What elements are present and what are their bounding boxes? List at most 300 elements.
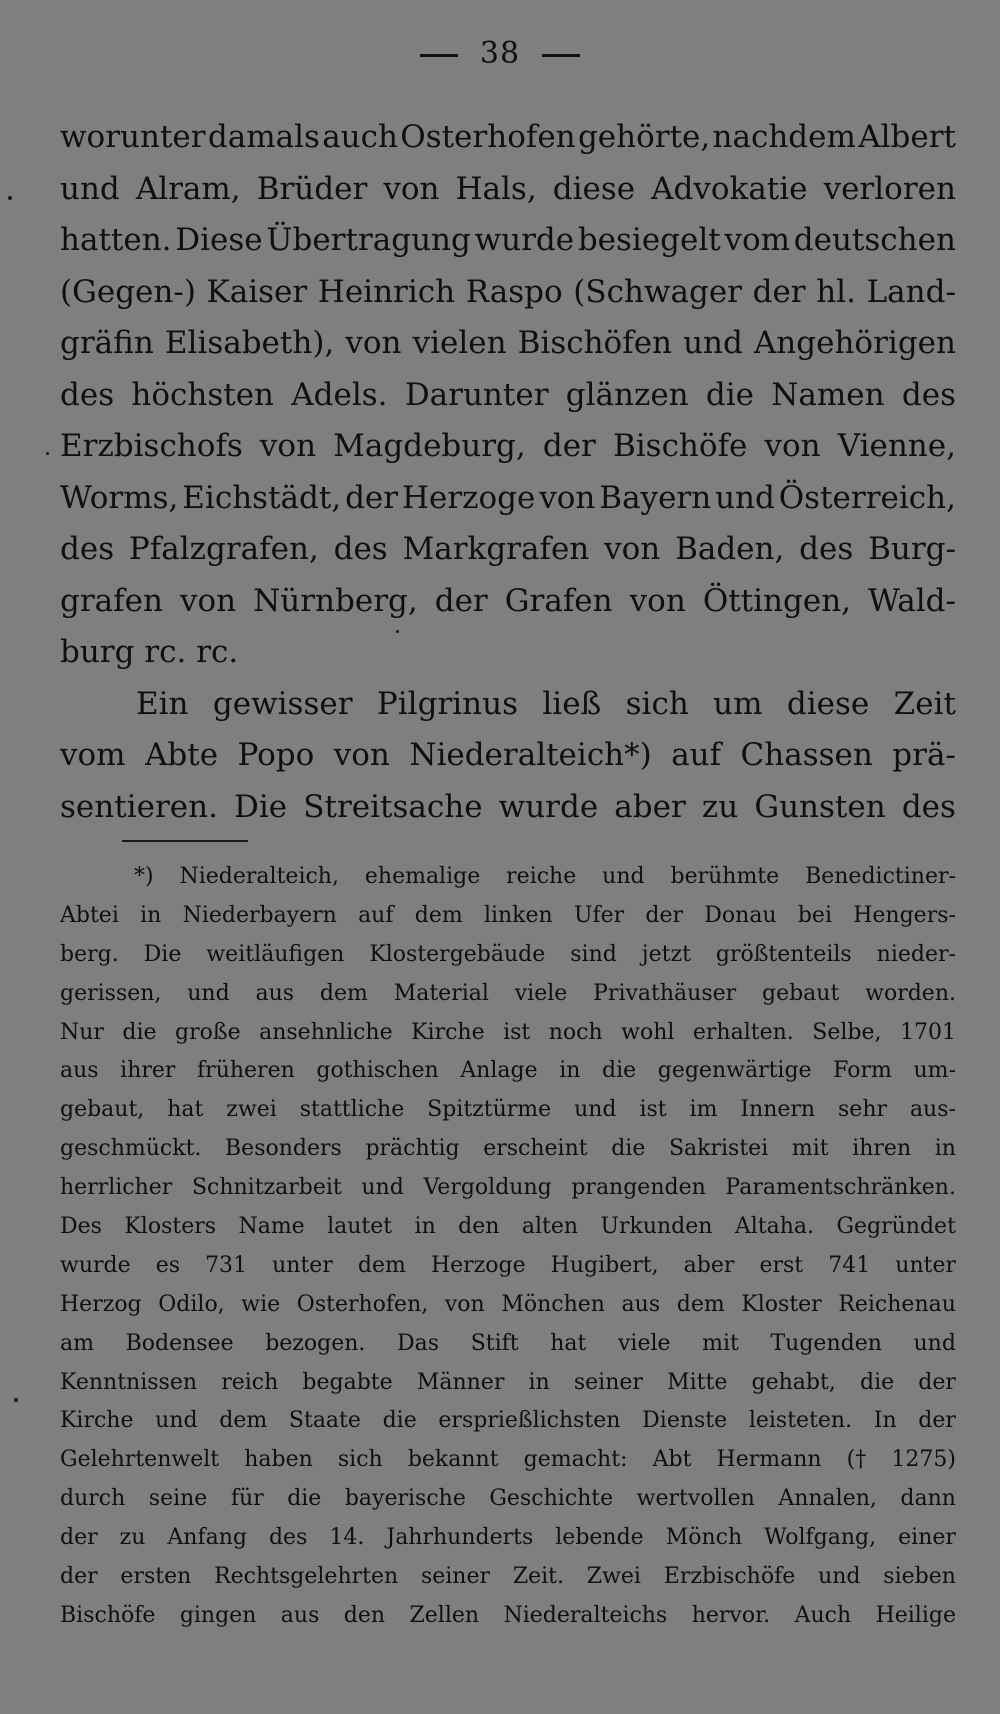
word: Auch bbox=[794, 1602, 852, 1628]
word: wurde bbox=[60, 1252, 131, 1278]
footnote-line bbox=[60, 1441, 956, 1480]
word: vom bbox=[60, 737, 126, 773]
word: und bbox=[602, 864, 645, 889]
word: weitläufigen bbox=[206, 941, 345, 967]
word: auf bbox=[671, 737, 722, 773]
word: für bbox=[230, 1486, 264, 1512]
word: Wolfgang, bbox=[764, 1525, 877, 1551]
word: wohl bbox=[621, 1019, 675, 1045]
footnote-line bbox=[60, 1558, 956, 1597]
word: († bbox=[846, 1447, 867, 1473]
word: hl. bbox=[816, 273, 856, 310]
word: gräfin bbox=[60, 325, 154, 361]
word: und bbox=[361, 1175, 404, 1201]
word: Mönch bbox=[665, 1525, 743, 1551]
word: wie bbox=[241, 1291, 281, 1317]
word: gothischen bbox=[316, 1058, 439, 1084]
word: und bbox=[913, 1330, 956, 1356]
word: *) bbox=[134, 864, 154, 889]
scan-speck bbox=[396, 630, 399, 633]
main-line bbox=[60, 782, 956, 834]
word: Wald- bbox=[868, 582, 956, 619]
word: der bbox=[542, 428, 596, 464]
word: Annalen, bbox=[778, 1486, 877, 1512]
footnote-line bbox=[60, 1247, 956, 1286]
word: 741 bbox=[828, 1252, 871, 1278]
word: aus bbox=[60, 1058, 99, 1084]
footnote bbox=[60, 858, 956, 1636]
word: im bbox=[689, 1097, 718, 1123]
word: sich bbox=[337, 1447, 383, 1473]
word: dem bbox=[219, 1408, 268, 1434]
word: Niederalteichs bbox=[503, 1602, 668, 1628]
word: Nur bbox=[60, 1019, 104, 1045]
word: Stift bbox=[470, 1330, 519, 1356]
word: gemacht: bbox=[523, 1447, 628, 1473]
word: aber bbox=[683, 1252, 735, 1278]
word: den bbox=[458, 1214, 500, 1240]
word: aus- bbox=[909, 1097, 956, 1123]
word: die bbox=[859, 1369, 895, 1395]
footnote-line bbox=[60, 1597, 956, 1636]
word: in bbox=[559, 1058, 581, 1084]
word: der bbox=[345, 479, 399, 516]
word: vom bbox=[724, 222, 791, 258]
word: verloren bbox=[823, 170, 956, 207]
word: Übertragung bbox=[266, 222, 471, 258]
word: Bischöfen bbox=[517, 325, 673, 361]
word: Herzoge bbox=[401, 479, 536, 516]
word: Kirche bbox=[60, 1408, 134, 1434]
word: Spitztürme bbox=[427, 1097, 552, 1123]
footnote-line bbox=[60, 1402, 956, 1441]
word: Worms, bbox=[60, 479, 179, 516]
footnote-line bbox=[60, 1325, 956, 1364]
word: Land- bbox=[866, 273, 956, 310]
word: zu bbox=[701, 788, 739, 825]
word: Ufer bbox=[573, 902, 625, 928]
word: des bbox=[901, 788, 956, 825]
word: Herzoge bbox=[430, 1252, 526, 1278]
word: in bbox=[414, 1214, 436, 1240]
word: von bbox=[259, 428, 317, 464]
word: die bbox=[287, 1486, 322, 1512]
footnote-line bbox=[60, 1480, 956, 1519]
word: gebaut, bbox=[60, 1097, 145, 1123]
word: Privathäuser bbox=[593, 980, 737, 1006]
word: alten bbox=[521, 1214, 579, 1240]
word: Kaiser bbox=[206, 273, 308, 310]
word: prä- bbox=[892, 737, 956, 773]
word: Jahrhunderts bbox=[386, 1525, 534, 1551]
word: gingen bbox=[179, 1602, 257, 1628]
footnote-line bbox=[60, 975, 956, 1014]
word: viele bbox=[514, 980, 568, 1006]
word: aus bbox=[255, 980, 295, 1006]
word: des bbox=[60, 376, 115, 413]
word: Erzbischofs bbox=[60, 428, 243, 464]
word: besiegelt bbox=[577, 222, 721, 258]
word: von bbox=[444, 1291, 485, 1317]
footnote-line bbox=[60, 1014, 956, 1053]
word: Niederalteich*) bbox=[409, 737, 652, 773]
main-line bbox=[60, 730, 956, 782]
word: Hengers- bbox=[853, 902, 956, 928]
page-header bbox=[0, 36, 1000, 71]
word: Klosters bbox=[124, 1214, 217, 1240]
word: es bbox=[155, 1252, 180, 1278]
word: Baden, bbox=[675, 531, 785, 567]
word: bekannt bbox=[407, 1447, 499, 1473]
word: dem bbox=[676, 1291, 725, 1317]
word: unter bbox=[895, 1252, 956, 1278]
word: 731 bbox=[205, 1252, 248, 1278]
word: Altaha. bbox=[734, 1214, 815, 1240]
word: gehabt, bbox=[751, 1369, 836, 1395]
word: von bbox=[383, 170, 440, 207]
main-line-last: burg rc. rc. bbox=[60, 634, 239, 670]
word: ist bbox=[503, 1019, 531, 1045]
word: von bbox=[333, 737, 390, 773]
word: Form bbox=[833, 1058, 892, 1084]
footnote-line bbox=[60, 858, 956, 897]
word: Material bbox=[393, 980, 489, 1006]
word: Rechtsgelehrten bbox=[214, 1564, 399, 1590]
word: Burg- bbox=[868, 531, 956, 567]
word: Innern bbox=[740, 1097, 816, 1123]
word: Zwei bbox=[586, 1564, 641, 1590]
word: ist bbox=[639, 1097, 667, 1123]
word: hatten. bbox=[60, 222, 172, 258]
word: gebaut bbox=[761, 980, 840, 1006]
word: ehemalige bbox=[364, 864, 481, 889]
word: Gunsten bbox=[754, 788, 886, 825]
word: Namen bbox=[771, 376, 885, 413]
word: sentieren. bbox=[60, 788, 218, 825]
footnote-line bbox=[60, 936, 956, 975]
word: Streitsache bbox=[303, 788, 483, 825]
word: Niederbayern bbox=[182, 902, 337, 928]
word: sieben bbox=[883, 1564, 956, 1590]
word: ihrer bbox=[120, 1058, 176, 1084]
word: Dienste bbox=[642, 1408, 728, 1434]
word: Bischöfe bbox=[612, 428, 748, 464]
word: die bbox=[705, 376, 755, 413]
word: Diese bbox=[175, 222, 263, 258]
word: gegenwärtige bbox=[657, 1058, 812, 1084]
word: Kenntnissen bbox=[60, 1369, 198, 1395]
word: Eichstädt, bbox=[182, 479, 342, 516]
main-line bbox=[60, 524, 956, 576]
word: nieder- bbox=[876, 941, 956, 967]
word: (Gegen-) bbox=[60, 273, 196, 310]
word: nachdem bbox=[712, 119, 856, 155]
main-line bbox=[60, 267, 956, 319]
word: Geschichte bbox=[489, 1486, 614, 1512]
word: Sakristei bbox=[668, 1136, 769, 1162]
word: Bodensee bbox=[125, 1330, 234, 1356]
word: Mönchen bbox=[501, 1291, 605, 1317]
word: bayerische bbox=[344, 1486, 466, 1512]
word: Elisabeth), bbox=[164, 325, 335, 361]
word: dem bbox=[319, 980, 368, 1006]
word: des bbox=[268, 1525, 308, 1551]
word: Ein bbox=[136, 685, 189, 722]
word: prächtig bbox=[365, 1136, 460, 1162]
word: Selbe, bbox=[812, 1019, 882, 1045]
word: Alram, bbox=[135, 170, 241, 207]
word: In bbox=[873, 1408, 897, 1434]
word: 14. bbox=[329, 1525, 365, 1551]
word: und bbox=[155, 1408, 198, 1434]
word: Chassen bbox=[740, 737, 873, 773]
footnote-line bbox=[60, 1052, 956, 1091]
word: Grafen bbox=[504, 582, 613, 619]
word: des bbox=[901, 376, 956, 413]
word: Vienne, bbox=[837, 428, 956, 464]
word: Raspo bbox=[465, 273, 563, 310]
word: Österreich, bbox=[778, 479, 956, 516]
word: Gelehrtenwelt bbox=[60, 1447, 220, 1473]
word: in bbox=[528, 1369, 550, 1395]
word: erst bbox=[759, 1252, 804, 1278]
word: Kloster bbox=[741, 1291, 822, 1317]
main-line bbox=[60, 370, 956, 422]
word: ersprießlichsten bbox=[438, 1408, 621, 1434]
word: vielen bbox=[412, 325, 507, 361]
word: Brüder bbox=[256, 170, 368, 207]
word: lebende bbox=[555, 1525, 644, 1551]
word: des bbox=[60, 531, 115, 567]
main-line bbox=[60, 318, 956, 370]
word: Anlage bbox=[460, 1058, 538, 1084]
word: bei bbox=[797, 902, 832, 928]
main-text bbox=[60, 112, 956, 833]
word: aber bbox=[614, 788, 686, 825]
word: reich bbox=[221, 1369, 279, 1395]
word: grafen bbox=[60, 582, 163, 619]
word: Die bbox=[143, 941, 182, 967]
word: Angehörigen bbox=[753, 325, 956, 361]
word: (Schwager bbox=[573, 273, 742, 310]
word: große bbox=[175, 1019, 241, 1045]
word: der bbox=[60, 1564, 98, 1590]
word: des bbox=[799, 531, 854, 567]
footnote-line bbox=[60, 1364, 956, 1403]
scan-speck bbox=[14, 1398, 18, 1402]
word: der bbox=[434, 582, 488, 619]
word: sich bbox=[625, 685, 689, 722]
word: die bbox=[611, 1136, 646, 1162]
word: berühmte bbox=[670, 864, 780, 889]
word: Abtei bbox=[60, 902, 119, 928]
word: Des bbox=[60, 1214, 102, 1240]
word: herrlicher bbox=[60, 1175, 173, 1201]
word: den bbox=[343, 1602, 386, 1628]
word: hervor. bbox=[691, 1602, 771, 1628]
word: der bbox=[918, 1408, 956, 1434]
word: Pfalzgrafen, bbox=[128, 531, 319, 567]
footnote-line bbox=[60, 1519, 956, 1558]
footnote-line bbox=[60, 1286, 956, 1325]
scan-speck bbox=[8, 196, 12, 200]
word: worunter bbox=[60, 119, 206, 155]
word: größtenteils bbox=[715, 941, 852, 967]
word: Odilo, bbox=[158, 1291, 225, 1317]
word: 1275) bbox=[891, 1447, 956, 1473]
word: in bbox=[140, 902, 162, 928]
word: Vergoldung bbox=[423, 1175, 552, 1201]
word: zu bbox=[119, 1525, 146, 1551]
main-line bbox=[60, 215, 956, 267]
word: ihren bbox=[852, 1136, 912, 1162]
word: linken bbox=[483, 902, 553, 928]
word: und bbox=[715, 479, 775, 516]
word: sehr bbox=[838, 1097, 888, 1123]
word: und bbox=[683, 325, 743, 361]
word: damals bbox=[207, 119, 320, 155]
word: von bbox=[629, 582, 686, 619]
word: die bbox=[122, 1019, 157, 1045]
footnote-line bbox=[60, 1208, 956, 1247]
word: worden. bbox=[865, 980, 956, 1006]
word: und bbox=[60, 170, 120, 207]
word: Pilgrinus bbox=[376, 685, 518, 722]
word: und bbox=[574, 1097, 617, 1123]
word: zwei bbox=[226, 1097, 277, 1123]
word: aus bbox=[280, 1602, 320, 1628]
word: des bbox=[333, 531, 388, 567]
word: Heinrich bbox=[317, 273, 456, 310]
word: ließ bbox=[542, 685, 602, 722]
main-line bbox=[60, 112, 956, 164]
word: in bbox=[934, 1136, 956, 1162]
word: der bbox=[60, 1525, 98, 1551]
word: von bbox=[764, 428, 821, 464]
word: haben bbox=[244, 1447, 313, 1473]
word: Urkunden bbox=[600, 1214, 713, 1240]
word: ansehnliche bbox=[259, 1019, 393, 1045]
word: Erzbischöfe bbox=[663, 1564, 796, 1590]
word: Abt bbox=[652, 1447, 692, 1473]
word: Anfang bbox=[167, 1525, 247, 1551]
word: Bayern bbox=[599, 479, 712, 516]
word: Name bbox=[238, 1214, 305, 1240]
word: früheren bbox=[197, 1058, 295, 1084]
word: von bbox=[345, 325, 402, 361]
word: Zellen bbox=[409, 1602, 480, 1628]
word: Adels. bbox=[291, 376, 388, 413]
word: auf bbox=[358, 902, 394, 928]
word: reiche bbox=[506, 864, 577, 889]
word: berg. bbox=[60, 941, 119, 967]
word: wertvollen bbox=[636, 1486, 755, 1512]
word: mit bbox=[791, 1136, 829, 1162]
word: Hugibert, bbox=[550, 1252, 659, 1278]
word: einer bbox=[898, 1525, 956, 1551]
footnote-line bbox=[60, 1169, 956, 1208]
word: begabte bbox=[302, 1369, 393, 1395]
main-line bbox=[60, 421, 956, 473]
word: gerissen, bbox=[60, 980, 162, 1006]
word: von bbox=[539, 479, 596, 516]
word: dem bbox=[357, 1252, 406, 1278]
word: Nürnberg, bbox=[253, 582, 418, 619]
word: Öttingen, bbox=[702, 582, 852, 619]
word: glänzen bbox=[565, 376, 689, 413]
word: Hermann bbox=[716, 1447, 822, 1473]
word: wurde bbox=[474, 222, 575, 258]
page-number: 38 bbox=[479, 36, 521, 71]
word: um bbox=[713, 685, 763, 722]
word: erscheint bbox=[483, 1136, 588, 1162]
main-line bbox=[60, 679, 956, 731]
word: seine bbox=[148, 1486, 208, 1512]
word: Besonders bbox=[225, 1136, 342, 1162]
footnote-rule bbox=[122, 840, 248, 842]
word: mit bbox=[702, 1330, 739, 1356]
word: Staate bbox=[288, 1408, 361, 1434]
word: Magdeburg, bbox=[333, 428, 526, 464]
word: dem bbox=[414, 902, 463, 928]
word: am bbox=[60, 1330, 94, 1356]
scan-speck bbox=[46, 452, 49, 455]
word: Reichenau bbox=[838, 1291, 956, 1317]
word: Hals, bbox=[455, 170, 537, 207]
word: diese bbox=[552, 170, 636, 207]
word: höchsten bbox=[131, 376, 275, 413]
main-line bbox=[60, 576, 956, 628]
word: Die bbox=[234, 788, 288, 825]
word: Albert bbox=[858, 119, 956, 155]
word: Schnitzarbeit bbox=[191, 1175, 342, 1201]
word: seiner bbox=[420, 1564, 491, 1590]
word: Niederalteich, bbox=[179, 864, 339, 889]
word: dann bbox=[900, 1486, 956, 1512]
word: wurde bbox=[498, 788, 599, 825]
word: 1701 bbox=[899, 1019, 956, 1045]
word: unter bbox=[272, 1252, 333, 1278]
word: und bbox=[187, 980, 230, 1006]
word: lautet bbox=[327, 1214, 393, 1240]
word: Osterhofen, bbox=[296, 1291, 429, 1317]
footnote-line bbox=[60, 1130, 956, 1169]
word: Kirche bbox=[411, 1019, 485, 1045]
word: Abte bbox=[145, 737, 219, 773]
word: deutschen bbox=[793, 222, 956, 258]
word: Bischöfe bbox=[60, 1602, 156, 1628]
word: der bbox=[645, 902, 684, 928]
word: auch bbox=[322, 119, 398, 155]
word: stattliche bbox=[299, 1097, 405, 1123]
word: noch bbox=[548, 1019, 603, 1045]
word: erhalten. bbox=[692, 1019, 794, 1045]
word: hat bbox=[550, 1330, 587, 1356]
footnote-line bbox=[60, 1091, 956, 1130]
word: Donau bbox=[704, 902, 777, 928]
word: der bbox=[918, 1369, 956, 1395]
footnote-line bbox=[60, 897, 956, 936]
word: ersten bbox=[120, 1564, 192, 1590]
word: Markgrafen bbox=[402, 531, 590, 567]
word: Osterhofen bbox=[400, 119, 576, 155]
word: die bbox=[382, 1408, 417, 1434]
word: seiner bbox=[573, 1369, 643, 1395]
word: Advokatie bbox=[651, 170, 808, 207]
word: Darunter bbox=[404, 376, 549, 413]
word: Heilige bbox=[875, 1602, 956, 1628]
word: Zeit. bbox=[512, 1564, 564, 1590]
